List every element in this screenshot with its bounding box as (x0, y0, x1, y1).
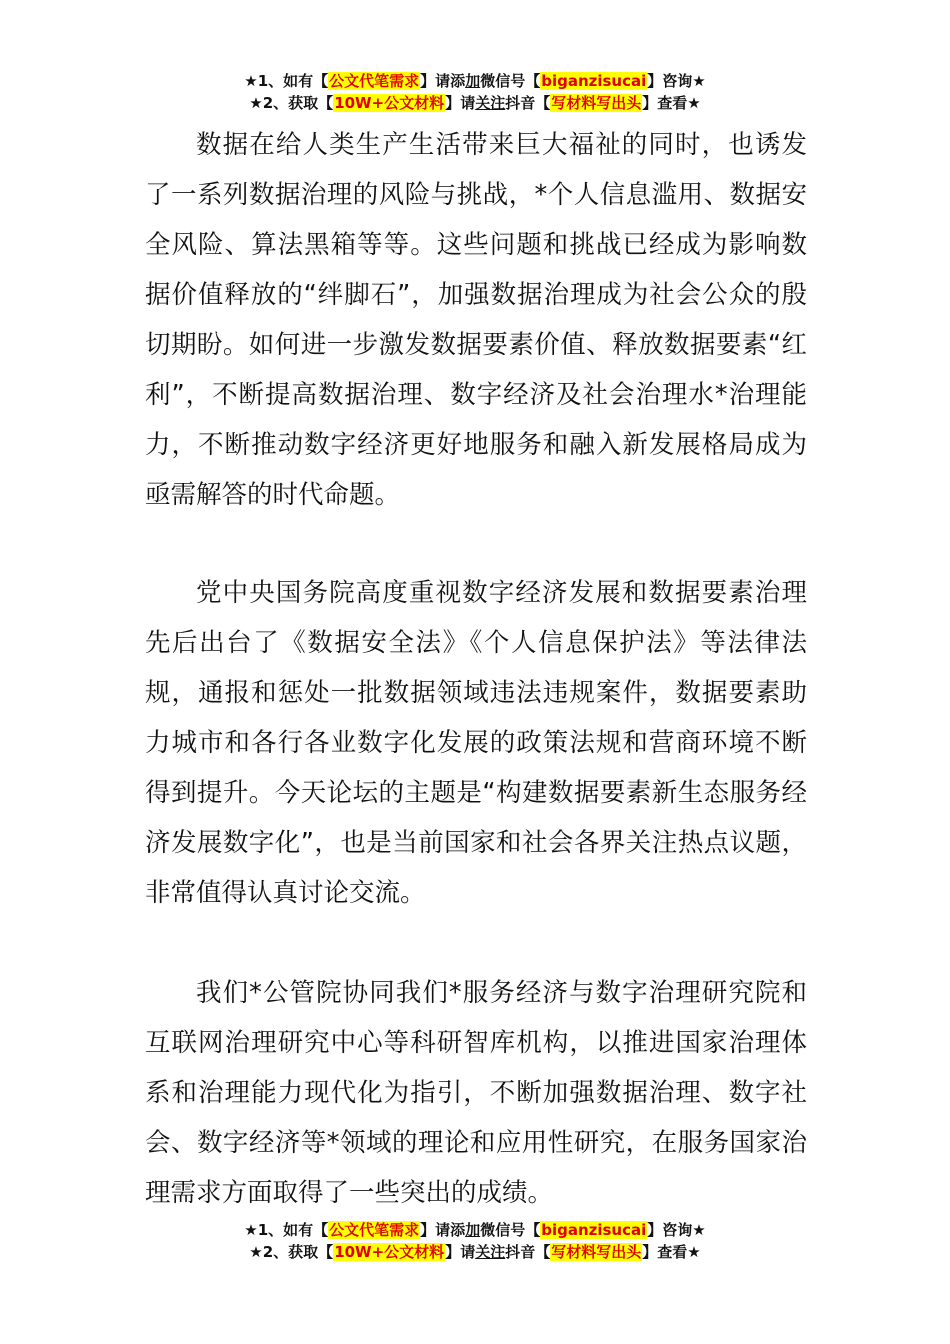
promo-highlight-materials: 10W+公文材料 (334, 94, 445, 112)
promo-highlight-wechat-id: biganzisucai (541, 1221, 647, 1239)
promo-line-2: ★2、获取【10W+公文材料】请关注抖音【写材料写出头】查看★ (249, 1243, 701, 1261)
promo-highlight-materials: 10W+公文材料 (334, 1243, 445, 1261)
paragraph-1: 数据在给人类生产生活带来巨大福祉的同时，也诱发了一系列数据治理的风险与挑战，*个人信息滥用、数据安全风险、算法黑箱等等。这些问题和挑战已经成为影响数据价值释放的“绊脚石”，加强数据治理成为社会公众的殷切期盼。如何进一步激发数据要素价值、释放数据要素“红利”，不断提高数据治理、数字经济及社会治理水*治理能力，不断推动数字经济更好地服务和融入新发展格局成为亟需解答的时代命题。 (145, 130, 807, 510)
paragraph-3: 我们*公管院协同我们*服务经济与数字治理研究院和互联网治理研究中心等科研智库机构，以推进国家治理体系和治理能力现代化为指引，不断加强数据治理、数字社会、数字经济等*领域的理论和应用性研究，在服务国家治理需求方面取得了一些突出的成绩。 (145, 978, 807, 1208)
body-section-3 (145, 968, 807, 1218)
promo-highlight-douyin: 写材料写出头 (551, 1243, 642, 1261)
body-section-2 (145, 568, 807, 918)
promo-highlight-douyin: 写材料写出头 (551, 94, 642, 112)
promo-highlight-service: 公文代笔需求 (329, 1221, 420, 1239)
promo-line-2: ★2、获取【10W+公文材料】请关注抖音【写材料写出头】查看★ (249, 94, 701, 112)
promo-line-1: ★1、如有【公文代笔需求】请添加微信号【biganzisucai】咨询★ (244, 72, 706, 90)
body-section-1 (145, 120, 807, 520)
paragraph-2: 党中央国务院高度重视数字经济发展和数据要素治理先后出台了《数据安全法》《个人信息保护法》等法律法规，通报和惩处一批数据领域违法违规案件，数据要素助力城市和各行各业数字化发展的政策法规和营商环境不断得到提升。今天论坛的主题是“构建数据要素新生态服务经济发展数字化”，也是当前国家和社会各界关注热点议题，非常值得认真讨论交流。 (145, 578, 807, 908)
top-promo-banner (0, 70, 950, 114)
promo-highlight-service: 公文代笔需求 (329, 72, 420, 90)
bottom-promo-banner (0, 1219, 950, 1263)
promo-line-1: ★1、如有【公文代笔需求】请添加微信号【biganzisucai】咨询★ (244, 1221, 706, 1239)
promo-highlight-wechat-id: biganzisucai (541, 72, 647, 90)
